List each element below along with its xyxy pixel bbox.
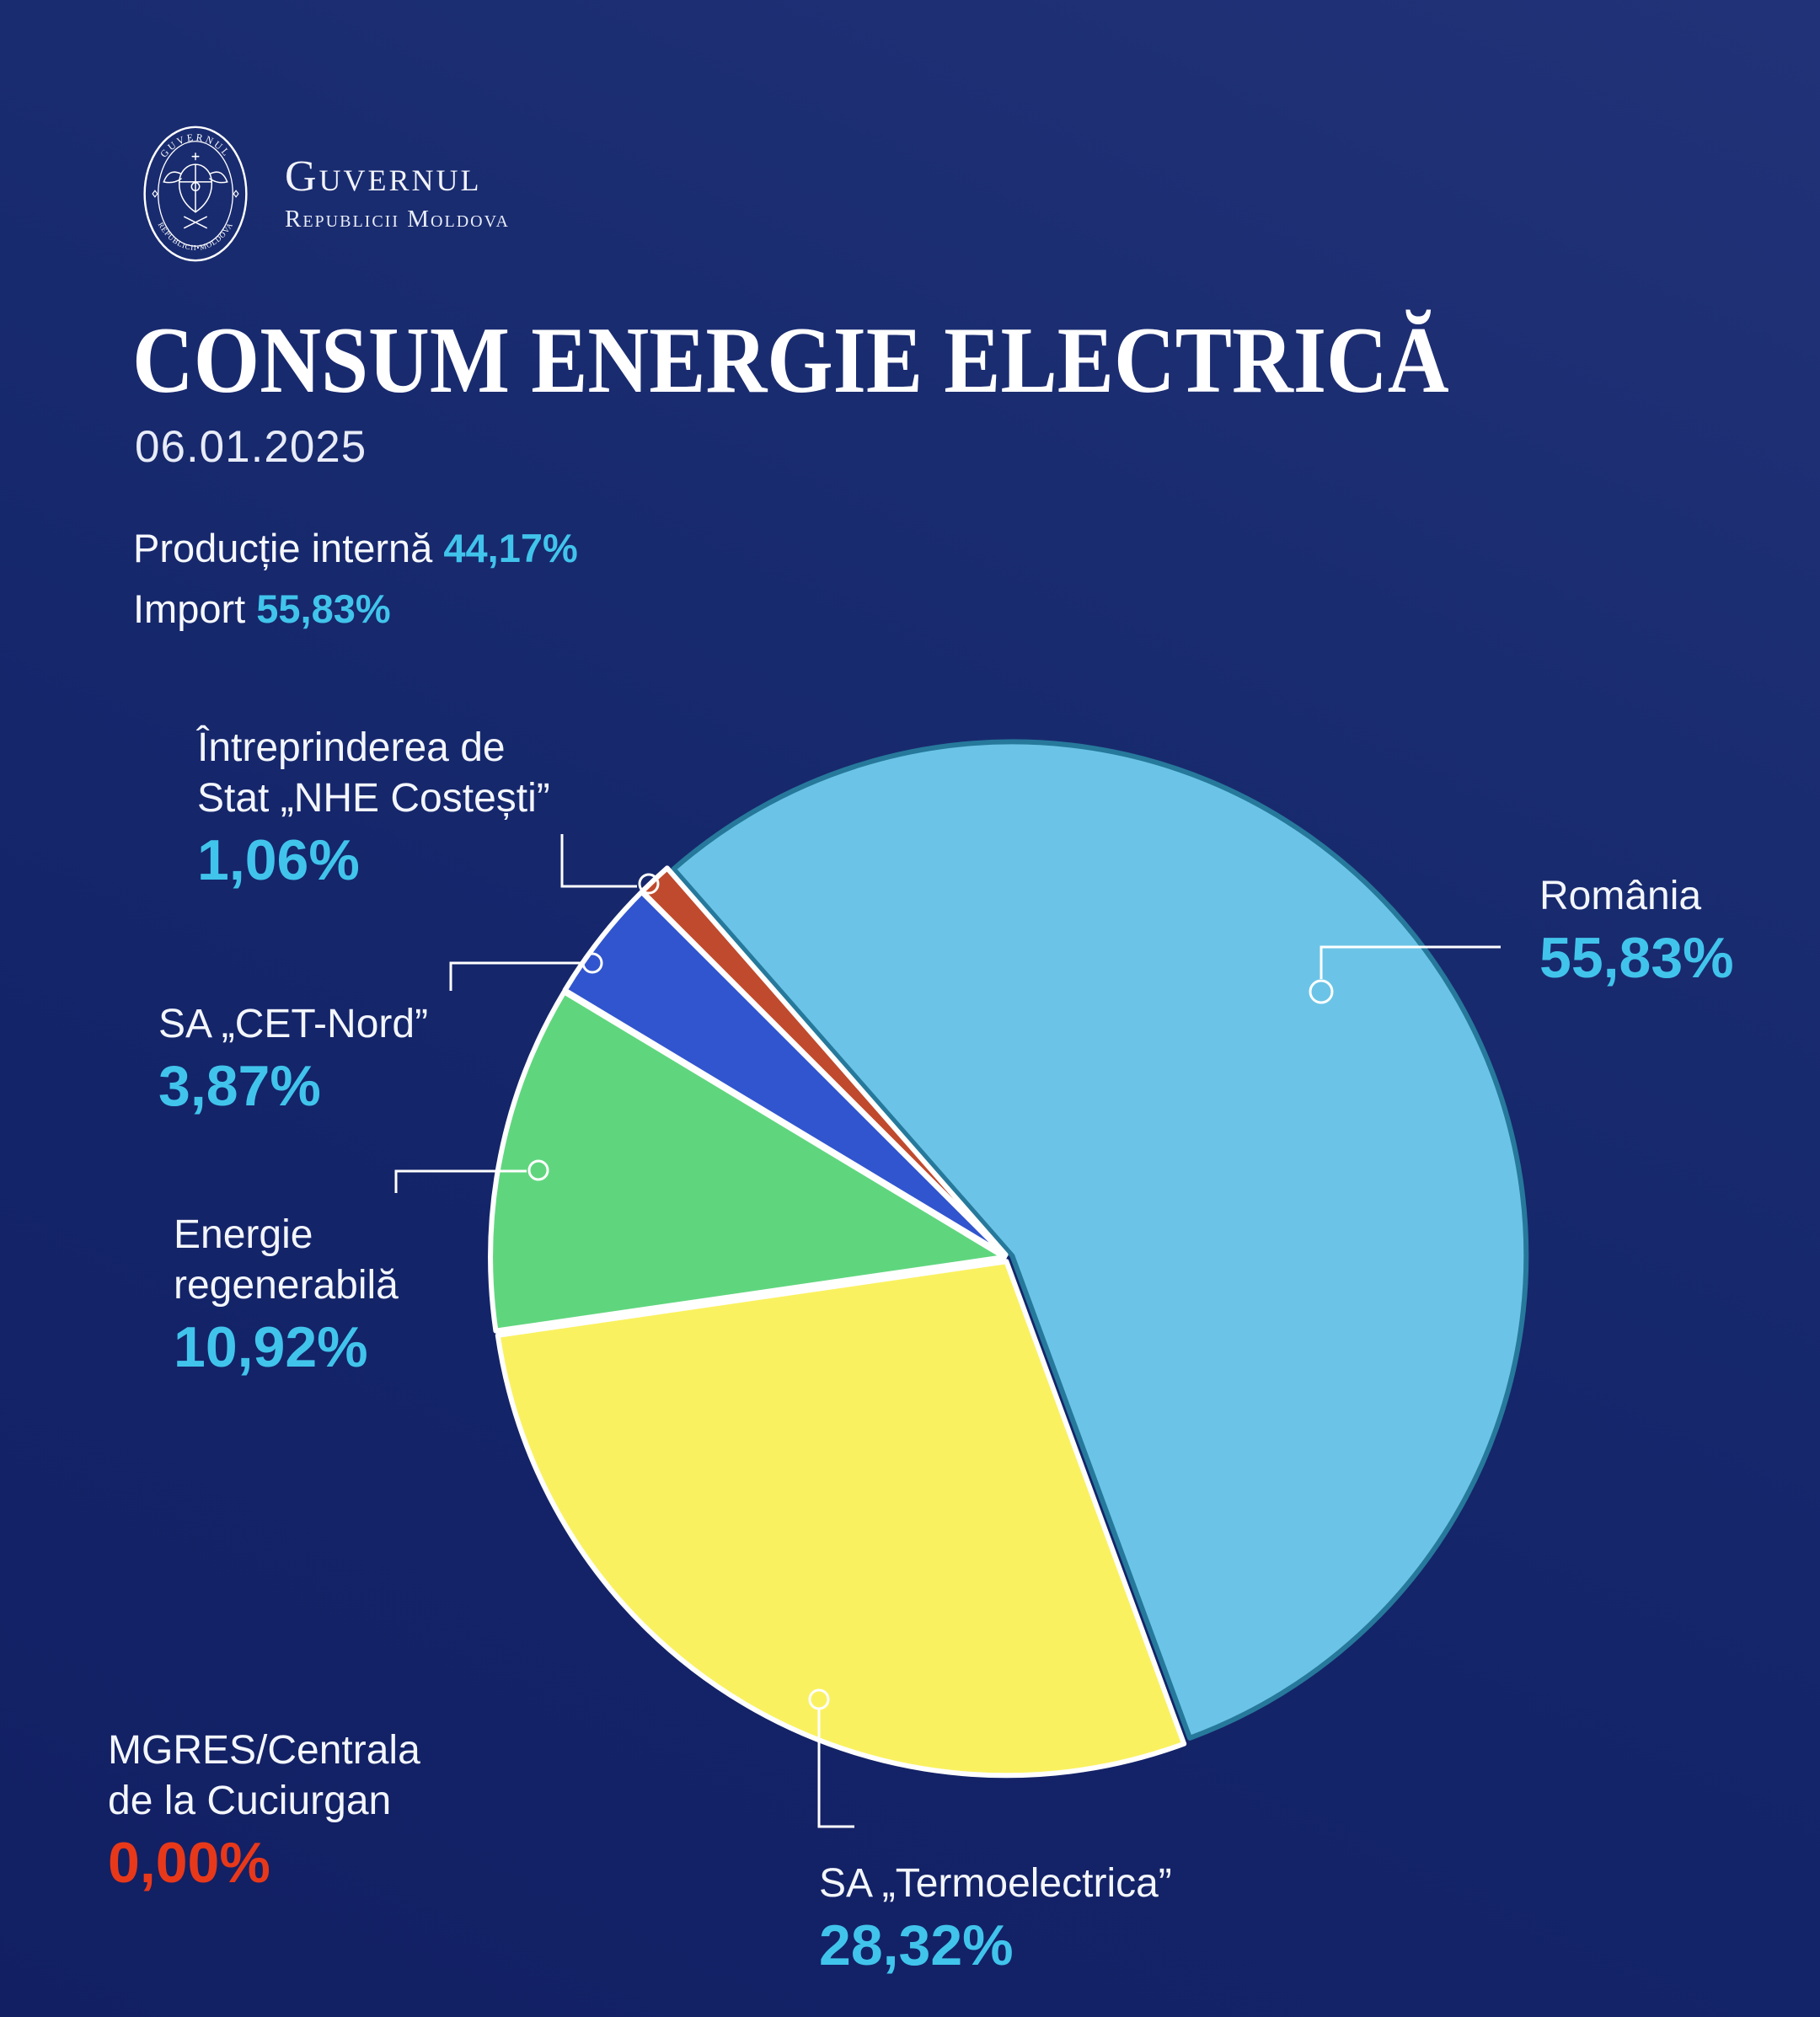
label-romania-line1: România <box>1539 874 1702 918</box>
label-romania-pct: 55,83% <box>1539 926 1734 990</box>
report-date: 06.01.2025 <box>135 422 367 472</box>
label-termoelectrica <box>819 1859 1172 1978</box>
label-nhe-line1: Întreprinderea de <box>197 725 506 770</box>
label-regen-line1: Energie <box>174 1212 313 1257</box>
label-regen-pct: 10,92% <box>174 1315 368 1379</box>
label-cet-line1: SA „CET-Nord” <box>158 1002 429 1046</box>
svg-text:GUVERNUL: GUVERNUL <box>158 131 233 160</box>
import-label: Import <box>133 586 246 631</box>
svg-text:REPUBLICII•MOLDOVA: REPUBLICII•MOLDOVA <box>156 221 235 252</box>
label-mgres-pct: 0,00% <box>108 1831 270 1895</box>
label-romania <box>1539 871 1734 991</box>
connector-line-nhe-costesti <box>562 834 637 886</box>
label-regenerabila <box>174 1210 399 1380</box>
label-termo-line1: SA „Termoelectrica” <box>819 1861 1172 1906</box>
production-value: 44,17% <box>443 526 578 570</box>
label-mgres-line2: de la Cuciurgan <box>108 1779 392 1823</box>
label-mgres-line1: MGRES/Centrala <box>108 1728 420 1773</box>
org-name: Guvernul <box>285 152 482 201</box>
label-termo-pct: 28,32% <box>819 1913 1014 1977</box>
label-cet-nord <box>158 999 428 1119</box>
label-nhe-line2: Stat „NHE Costești” <box>197 776 550 821</box>
label-nhe-pct: 1,06% <box>197 828 360 892</box>
page-title: CONSUM ENERGIE ELECTRICĂ <box>132 308 1449 413</box>
connector-line-cet-nord <box>451 963 581 991</box>
label-cet-pct: 3,87% <box>158 1054 321 1118</box>
production-label: Producție internă <box>133 526 433 570</box>
label-nhe-costesti <box>197 723 550 893</box>
label-regen-line2: regenerabilă <box>174 1263 399 1308</box>
label-mgres <box>108 1725 420 1896</box>
org-subtitle: Republicii Moldova <box>285 205 510 233</box>
import-value: 55,83% <box>256 586 391 631</box>
